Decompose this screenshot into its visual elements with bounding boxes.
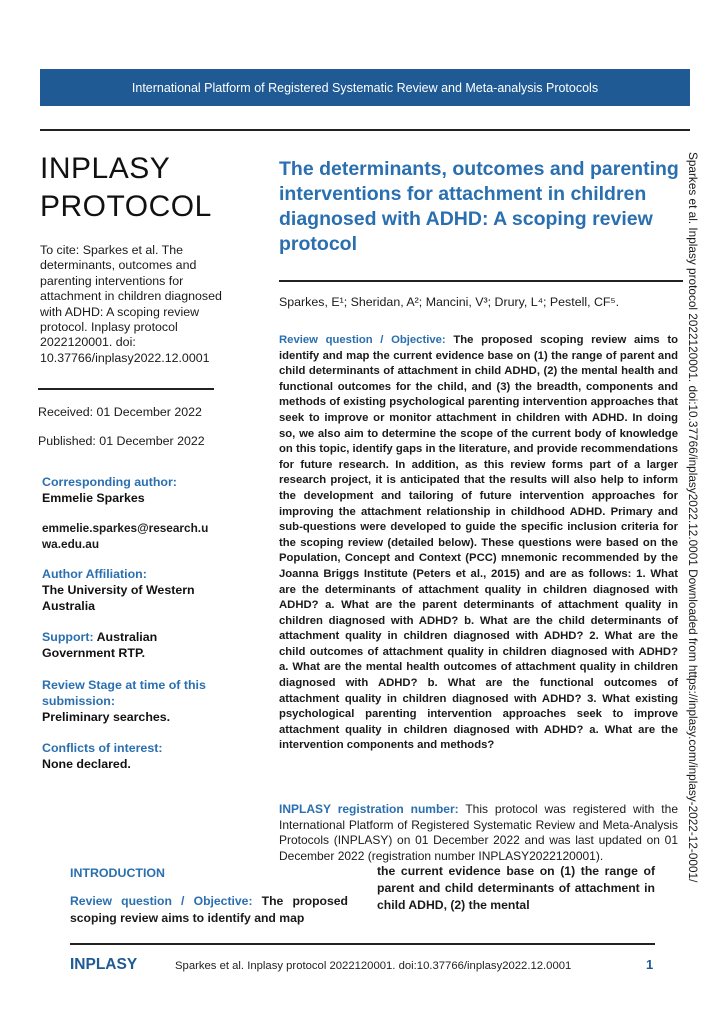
registration-block	[279, 802, 678, 864]
conflicts-label: Conflicts of interest:	[42, 741, 163, 755]
citation-text: To cite: Sparkes et al. The determinants, outcomes and parenting interventions for attachment in children diagnosed with ADHD: A scoping review protocol. Inplasy protocol 2022120001. doi: 10.37766/inplasy2022.12.0001	[40, 243, 222, 365]
abstract-label: Review question / Objective:	[279, 334, 446, 346]
introduction-label: Review question / Objective:	[70, 894, 253, 908]
introduction-left-column	[70, 893, 348, 927]
registration-label: INPLASY registration number:	[279, 802, 459, 816]
page-number: 1	[646, 957, 654, 972]
sidebar-divider	[38, 388, 214, 390]
review-stage-label: Review Stage at time of this submission:	[42, 678, 206, 708]
corresponding-author-label: Corresponding author:	[42, 475, 177, 489]
conflicts-of-interest	[42, 740, 222, 772]
footer-citation: Sparkes et al. Inplasy protocol 2022120001. doi:10.37766/inplasy2022.12.0001	[175, 960, 572, 972]
corresponding-author	[42, 474, 222, 506]
review-stage-value: Preliminary searches.	[42, 710, 171, 724]
article-title: The determinants, outcomes and parenting interventions for attachment in children diagnosed with ADHD: A scoping review protocol	[279, 158, 679, 255]
footer-divider	[70, 943, 655, 945]
author-affiliation	[42, 566, 222, 614]
support-value: Australian Government RTP.	[42, 630, 158, 660]
author-list: Sparkes, E¹; Sheridan, A²; Mancini, V³; Drury, L⁴; Pestell, CF⁵.	[279, 295, 620, 309]
vertical-download-note: Sparkes et al. Inplasy protocol 2022120001. doi:10.37766/inplasy2022.12.0001 Downloaded from https://inplasy.com/inplasy-2022-12-0001/	[686, 152, 700, 883]
footer-brand: INPLASY	[70, 956, 138, 973]
inplasy-protocol-brand	[40, 150, 250, 226]
title-divider	[279, 280, 683, 282]
header-banner	[40, 69, 690, 106]
affiliation-label: Author Affiliation:	[42, 567, 147, 581]
introduction-right-column: the current evidence base on (1) the range of parent and child determinants of attachment in child ADHD, (2) the mental	[377, 864, 655, 912]
support-label: Support:	[42, 630, 94, 644]
published-date: Published: 01 December 2022	[38, 434, 205, 448]
top-divider	[40, 129, 690, 131]
introduction-heading: INTRODUCTION	[70, 866, 165, 880]
support	[42, 629, 192, 661]
brand-line-2: PROTOCOL	[40, 190, 212, 223]
abstract	[279, 333, 678, 754]
conflicts-value: None declared.	[42, 757, 131, 771]
review-stage	[42, 677, 212, 725]
brand-line-1: INPLASY	[40, 152, 171, 185]
registration-text: This protocol was registered with the International Platform of Registered Systematic Review and Meta-Analysis Protocols (INPLASY) on 01 December 2022 and was last updated on 01 December 2022 (registration number INPLASY2022120001).	[279, 802, 678, 863]
author-email[interactable]: emmelie.sparkes@research.uwa.edu.au	[42, 521, 209, 551]
abstract-text: The proposed scoping review aims to identify and map the current evidence base on (1) the range of parent and child determinants of attachment in child ADHD, (2) the mental health and functional outcomes for the child, and (3) the breadth, components and methods of existing psychological parenting intervention approaches that seek to improve or monitor attachment in children with ADHD. In doing so, we also aim to determine the scope of the current body of knowledge on this topic, identify gaps in the literature, and provide recommendations for future research. In addition, as this review forms part of a larger research project, it is anticipated that the results will also help to inform the development and tailoring of future intervention approaches for improving the attachment relationship in childhood ADHD. Primary and sub-questions were developed to guide the specific inclusion criteria for the scoping review (detailed below). These questions were based on the Population, Concept and Context (PCC) mnemonic recommended by the Joanna Briggs Institute (Peters et al., 2015) and are as follows: 1. What are the determinants of attachment quality in children diagnosed with ADHD? a. What are the parent determinants of attachment quality in children diagnosed with ADHD? b. What are the child determinants of attachment quality in children diagnosed with ADHD? 2. What are the child outcomes of attachment quality in children diagnosed with ADHD? a. What are the mental health outcomes of attachment quality in children diagnosed with ADHD? b. What are the functional outcomes of attachment quality in children diagnosed with ADHD? 3. What existing psychological parenting intervention approaches seek to improve attachment quality in children diagnosed with ADHD? a. What are the intervention components and methods?	[279, 334, 678, 752]
corresponding-author-name: Emmelie Sparkes	[42, 491, 145, 505]
affiliation-value: The University of Western Australia	[42, 583, 195, 613]
banner-text: International Platform of Registered Systematic Review and Meta-analysis Protocols	[131, 80, 599, 95]
introduction-left-text: The proposed scoping review aims to identify and map	[70, 894, 348, 925]
received-date: Received: 01 December 2022	[38, 405, 202, 419]
